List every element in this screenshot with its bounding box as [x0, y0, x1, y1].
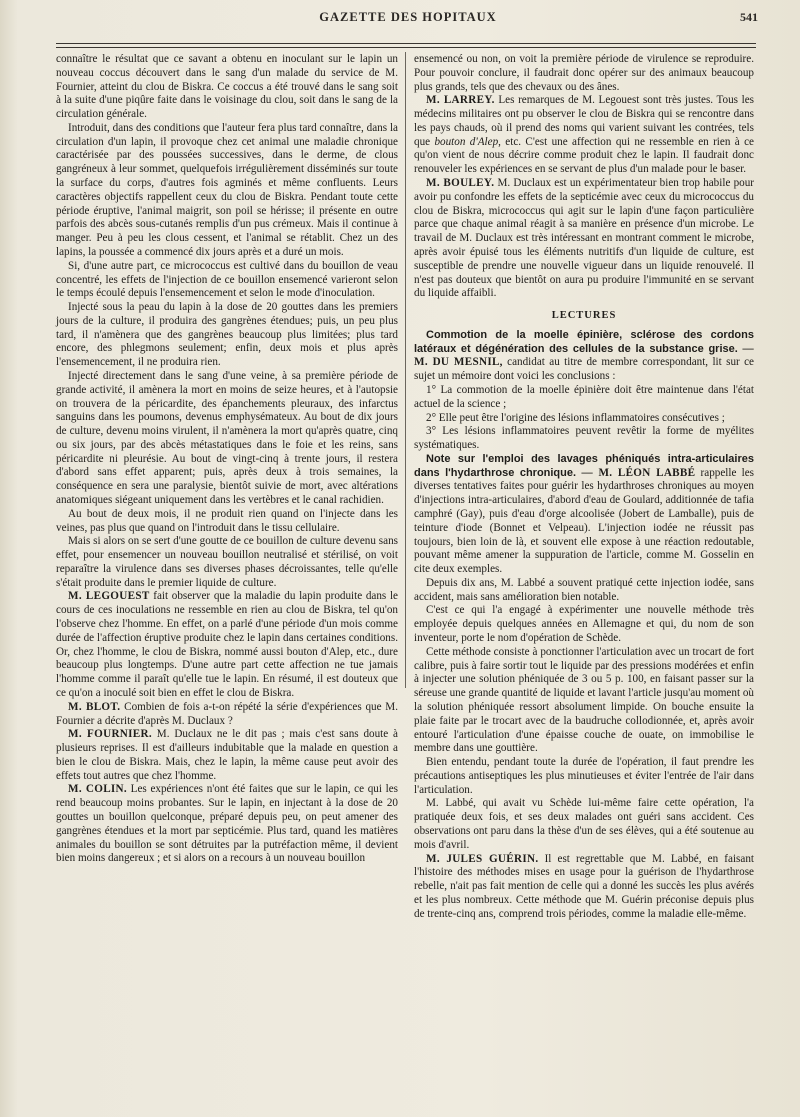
paragraph: M. Labbé, qui avait vu Schède lui-même faire cette opération, l'a pratiquée deux fois, et ses deux malades ont guéri sans accident. Ces observations ont paru dans la thèse d'un de ses élèves, qui a été soutenue au mois d'avril. [414, 797, 754, 851]
conclusion-item: 1° La commotion de la moelle épinière doit être maintenue dans l'état actuel de la science ; [414, 383, 754, 410]
page-number: 541 [740, 10, 758, 24]
paragraph: Depuis dix ans, M. Labbé a souvent pratiqué cette injection iodée, sans accident, mais sans amélioration bien notable. [414, 576, 754, 603]
speaker-paragraph [56, 590, 398, 700]
speaker-paragraph [414, 94, 754, 177]
speaker-text: M. Duclaux est un expérimentateur bien trop habile pour avoir pu confondre les effets de la septicémie avec ceux du micrococcus du clou de Biskra, micrococcus qui agit sur le lapin d'une façon particulière parce que chaque animal réagit à sa manière en présence d'un microbe. Le travail de M. Duclaux est très intéressant en montrant comment le microbe, après avoir épuisé tous les éléments nutritifs d'un liquide de culture, est susceptible de prendre une nouvelle vigueur dans un liquide renouvelé. Il n'est pas douteux que bientôt on aura pu produire l'immunité en se servant du liquide affaibli. [414, 177, 754, 300]
speaker-paragraph [414, 177, 754, 301]
lecture-item [414, 453, 754, 577]
italic-term: bouton d'Alep [434, 135, 499, 148]
running-header [58, 10, 758, 32]
journal-title: GAZETTE DES HOPITAUX [319, 10, 497, 24]
section-title-lectures: LECTURES [551, 310, 617, 322]
paragraph: Si, d'une autre part, ce micrococcus est cultivé dans du bouillon de veau concentré, les effets de l'injection de ce bouillon ensemencé varieront selon le temps écoulé depuis l'ensemencement et selon le mode d'inoculation. [56, 259, 398, 300]
conclusion-item: 3° Les lésions inflammatoires peuvent revêtir la forme de myélites systématiques. [414, 425, 754, 452]
lecture-author: — M. LÉON LABBÉ [576, 466, 696, 479]
speaker-name: M. BLOT. [68, 700, 121, 713]
paragraph: Introduit, dans des conditions que l'auteur fera plus tard connaître, dans la circulation d'un lapin, il provoque chez cet animal une maladie chronique caractérisée par des poussées successives, dans le derme, de clous gangréneux à leur sommet, quelquefois irrégulièrement disséminés sur toute la surface du corps, d'autres fois agminés et même confluents. Leurs caractères objectifs rappellent ceux du clou de Biskra. Pendant toute cette période éruptive, l'animal maigrit, son poil se hérisse; il présente en outre parfois des abcès sous-cutanés remplis d'un pus crémeux. Mais il continue à manger. Peu à peu les clous cessent, et l'animal se rétablit. Chez un des lapins, la poussée a commencé dix jours après et a duré un mois. [56, 121, 398, 258]
conclusion-item: 2° Elle peut être l'origine des lésions inflammatoires consécutives ; [426, 411, 725, 424]
lecture-item [414, 329, 754, 384]
speaker-text: Il est regrettable que M. Labbé, en faisant l'histoire des méthodes mises en usage pour la guérison de l'hydarthrose rebelle, n'ait pas fait mention de celle qui a donné les succès les plus avérés et les plus nombreux. Cette méthode que M. Guérin préconise depuis plus de trente-cinq ans, comprend trois périodes, comme la maladie elle-même. [414, 852, 754, 920]
speaker-name: M. BOULEY. [426, 177, 495, 190]
paragraph: Injecté directement dans le sang d'une veine, à sa première période de grande activité, il amènera la mort en moins de seize heures, et à l'autopsie on trouvera de la péricardite, des épanchements pleuraux, des infarctus sanguins dans les poumons, devenus emphysémateux. Au bout de dix jours de culture, devenu moins virulent, il n'amènera la mort qu'après quatre, cinq ou six jours, par des abcès métastatiques dans le foie et les reins, sans péricardite ni pleurésie. Au bout de vingt-cinq à trente jours, il restera d'abord sans effet apparent; puis, après deux à trois semaines, la conséquence en sera une paralysie, bientôt suivie de mort, avec altérations anatomiques siégeant uniquement dans les vertèbres et le canal rachidien. [56, 369, 398, 506]
paragraph: connaître le résultat que ce savant a obtenu en inoculant sur le lapin un nouveau coccus découvert dans le sang d'un malade du service de M. Fournier, atteint du clou de Biskra. Ce coccus a été trouvé dans le sang soit à la suite d'une piqûre faite dans le voisinage du clou, soit dans le sang de la circulation générale. [56, 53, 398, 121]
speaker-paragraph [414, 853, 754, 922]
lecture-title: Note sur l'emploi des lavages phéniqués intra-articulaires dans l'hydarthrose chronique. [414, 452, 754, 479]
header-rule-thin [56, 47, 756, 48]
paragraph: Bien entendu, pendant toute la durée de l'opération, il faut prendre les précautions antiseptiques les plus minutieuses et éviter l'entrée de l'air dans l'articulation. [414, 756, 754, 796]
paragraph: Au bout de deux mois, il ne produit rien quand on l'injecte dans les veines, pas plus que quand on l'introduit dans le tissu cellulaire. [56, 507, 398, 534]
speaker-text: Combien de fois a-t-on répété la série d'expériences que M. Fournier a décrite d'après M. Duclaux ? [56, 700, 398, 727]
speaker-name: M. FOURNIER. [68, 728, 152, 741]
lecture-title: Commotion de la moelle épinière, sclérose des cordons latéraux et dégénération des cellules de la substance grise. [414, 328, 754, 355]
speaker-name: M. LARREY. [426, 94, 495, 107]
speaker-text: fait observer que la maladie du lapin produite dans le cours de ces inoculations ne ressemble en rien au clou de Biskra, tel qu'on l'observe chez l'homme. En effet, on a parlé d'une période d'un mois comme durée de l'affection éruptive produite chez le lapin dans certaines conditions. Or, chez l'homme, le clou de Biskra, nommé aussi bouton d'Alep, etc., dure beaucoup plus longtemps. D'une autre part cette affection ne tue jamais l'homme comme il paraît qu'elle tue le lapin. En résumé, il est douteux que ce qu'on a inoculé soit bien en effet le clou de Biskra. [56, 590, 398, 699]
column-divider [405, 52, 406, 688]
paragraph: ensemencé ou non, on voit la première période de virulence se reproduire. Pour pouvoir conclure, il faudrait donc opérer sur des animaux beaucoup plus grands, tels que des chevaux ou des ânes. [414, 53, 754, 93]
speaker-text: Les expériences n'ont été faites que sur le lapin, ce qui les rend beaucoup moins probantes. Sur le lapin, en injectant à la dose de 20 gouttes un bouillon quelconque, préparé depuis peu, on peut amener des gangrènes étendues et la mort par septicémie. Plus tard, quand les matières animales du bouillon se sont détruites par la putréfaction même, il devient bien moins dangereux ; et si alors on a recours à un nouveau bouillon [56, 783, 399, 865]
speaker-text-cont: , etc. C'est une affection qui ne ressemble en rien à ce qu'on vient de nous décrire comme produit chez le lapin. Il faudrait donc renouveler les expériences en se servant de plus d'un malade pour le baser. [414, 135, 754, 176]
speaker-text: M. Duclaux ne le dit pas ; mais c'est sans doute à plusieurs reprises. Il est d'ailleurs indubitable que la malade en question a bien le clou de Biskra. Mais, chez le lapin, la même cause peut avoir des effets tout autres que chez l'homme. [56, 728, 398, 782]
speaker-name: M. COLIN. [68, 783, 127, 796]
lecture-author: — M. DU MESNIL, [414, 342, 754, 369]
speaker-paragraph [56, 728, 398, 783]
lecture-text: rappelle les diverses tentatives faites pour guérir les hydarthroses chroniques au moyen d'injections intra-articulaires, d'abord d'eau de Goulard, additionnée de tafia camphré (Gay), puis d'eau d'orge alcoolisée (Jobert de Lamballe), puis de teinture d'iode (Bonnet et Velpeau). L'injection iodée ne réussit pas toujours, bien loin de là, et souvent elle expose à une réaction redoutable, pouvant même amener la suppuration de l'article, comme M. Gosselin en cite deux exemples. [414, 466, 754, 576]
lecture-text: candidat au titre de membre correspondant, lit sur ce sujet un mémoire dont voici les conclusions : [414, 356, 754, 383]
paragraph: Injecté sous la peau du lapin à la dose de 20 gouttes dans les premiers jours de la culture, il produira des gangrènes étendues; puis, un peu plus tard, il n'amènera que des gangrènes beaucoup plus limitées; plus tard encore, des phlegmons seulement; enfin, deux mois et plus après l'ensemencement, il ne produira rien. [56, 301, 398, 369]
header-rule [56, 43, 756, 44]
speaker-name: M. LEGOUEST [68, 590, 150, 603]
speaker-text: Les remarques de M. Legouest sont très justes. Tous les médecins militaires ont pu observer le clou de Biskra qui se rencontre dans les pays chauds, où il prend des noms qui varient suivant les contrées, tels que [414, 94, 754, 148]
speaker-name: M. JULES GUÉRIN. [426, 852, 539, 865]
right-column [414, 53, 754, 921]
left-column [56, 53, 398, 866]
paragraph: C'est ce qui l'a engagé à expérimenter une nouvelle méthode très employée depuis quelques années en Allemagne et qui, du nom de son inventeur, porte le nom d'opération de Schède. [414, 604, 754, 645]
speaker-paragraph [56, 701, 398, 729]
paragraph: Mais si alors on se sert d'une goutte de ce bouillon de culture devenu sans effet, pour ensemencer un nouveau bouillon neutralisé et stérilisé, on voit reparaître la virulence dans ses diverses phases décroissantes, telle qu'elle s'était produite dans le premier liquide de culture. [56, 535, 398, 589]
paragraph: Cette méthode consiste à ponctionner l'articulation avec un trocart de fort calibre, puis à faire sortir tout le liquide par des pressions modérées et enfin à injecter une solution phéniquée de 3 ou 5 p. 100, en faisant passer sur la séreuse une grande quantité de liquide et lavant l'article jusqu'au moment où la solution phéniquée ressort absolument limpide. On bouche ensuite la plaie faite par le trocart avec de la baudruche collodionnée, et, après avoir entouré l'articulation d'une épaisse couche de ouate, on immobilise le membre dans une gouttière. [414, 645, 754, 755]
speaker-paragraph [56, 783, 398, 866]
